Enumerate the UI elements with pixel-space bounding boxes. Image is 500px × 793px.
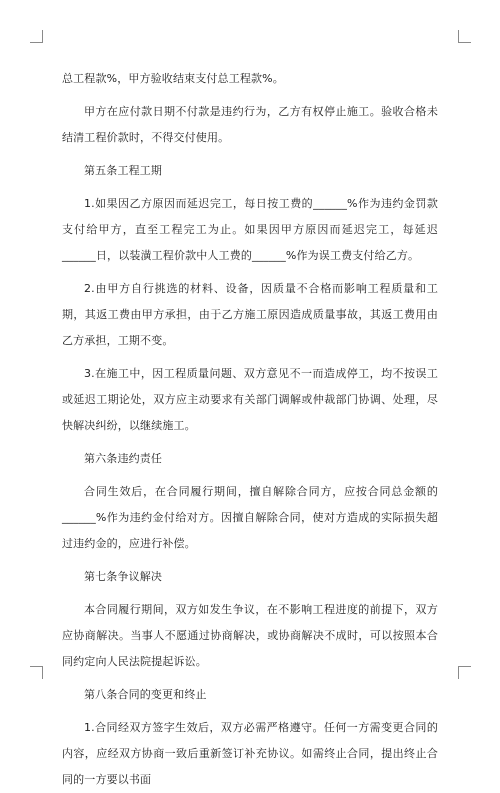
crop-mark-bottom-right — [458, 666, 471, 679]
heading-article-8: 第八条合同的变更和终止 — [84, 688, 207, 701]
paragraph-article-8-item-1: 1.合同经双方签字生效后，双方必需严格遵守。任何一方需变更合同的内容，应经双方协商一致后重新签订补充协议。如需终止合同，提出终止合同的一方要以书面 — [62, 721, 438, 786]
heading-article-5: 第五条工程工期 — [84, 164, 163, 177]
crop-mark-bottom-left — [30, 666, 43, 679]
paragraph-payment-terms: 总工程款%，甲方验收结束支付总工程款%。 — [62, 72, 284, 85]
paragraph-late-payment: 甲方在应付款日期不付款是违约行为，乙方有权停止施工。验收合格未结清工程价款时，不得交付使用。 — [62, 105, 438, 144]
paragraph-article-5-item-1: 1.如果因乙方原因而延迟完工，每日按工费的______%作为违约金罚款支付给甲方，直至工程完工为止。如果因甲方原因而延迟完工，每延迟______日，以装潢工程价款中人工费的______%作为误工费支付给乙方。 — [62, 197, 438, 262]
paragraph-article-5-item-3: 3.在施工中，因工程质量问题、双方意见不一而造成停工，均不按误工或延迟工期论处，双方应主动要求有关部门调解或仲裁部门协调、处理，尽快解决纠纷，以继续施工。 — [62, 367, 438, 432]
heading-article-6: 第六条违约责任 — [84, 452, 163, 465]
paragraph-article-7: 本合同履行期间，双方如发生争议，在不影响工程进度的前提下，双方应协商解决。当事人不愿通过协商解决，或协商解决不成时，可以按照本合同约定向人民法院提起诉讼。 — [62, 603, 438, 668]
crop-mark-top-right — [458, 30, 471, 43]
paragraph-article-5-item-2: 2.由甲方自行挑选的材料、设备，因质量不合格而影响工程质量和工期，其返工费由甲方承担，由于乙方施工原因造成质量事故，其返工费用由乙方承担，工期不变。 — [62, 282, 438, 347]
document-body — [62, 66, 438, 793]
heading-article-7: 第七条争议解决 — [84, 570, 163, 583]
crop-mark-top-left — [30, 30, 43, 43]
paragraph-article-6: 合同生效后，在合同履行期间，擅自解除合同方，应按合同总金额的______%作为违约金付给对方。因擅自解除合同，使对方造成的实际损失超过违约金的，应进行补偿。 — [62, 485, 438, 550]
